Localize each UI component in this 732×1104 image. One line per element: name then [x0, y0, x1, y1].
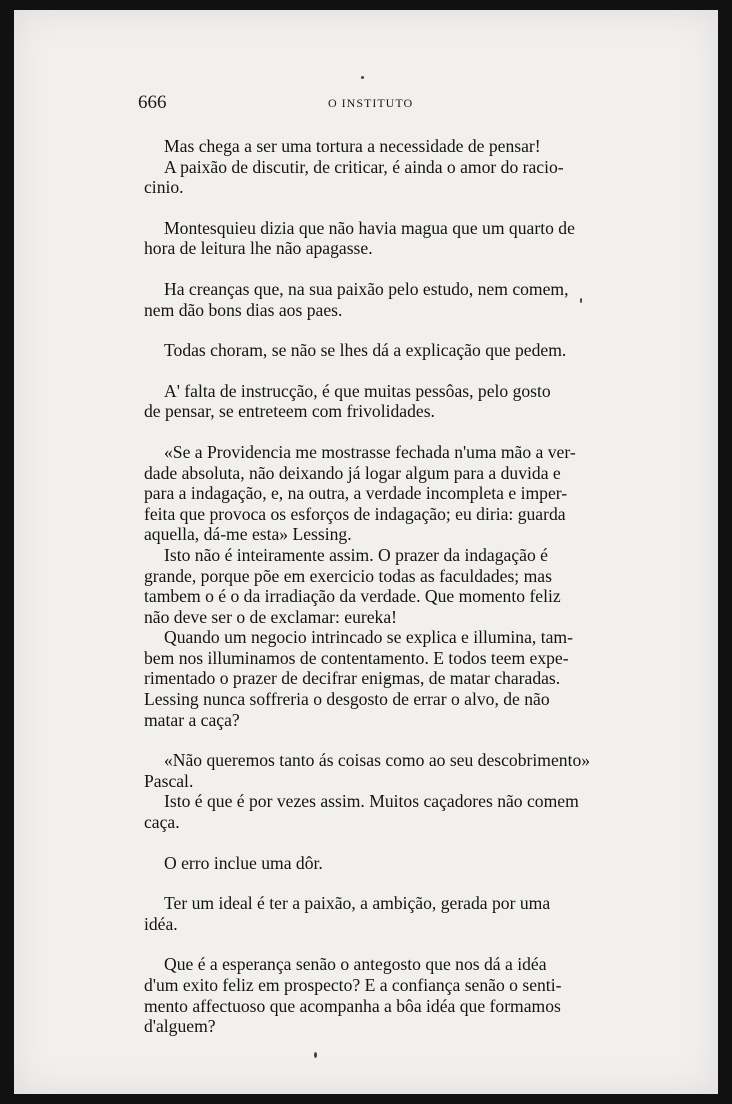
paragraph: Mas chega a ser uma tortura a necessidade de pensar! [164, 136, 541, 156]
paragraph: Todas choram, se não se lhes dá a explicação que pedem. [164, 340, 567, 361]
print-speck [361, 76, 364, 79]
paragraph: «Não queremos tanto ás coisas como ao seu descobrimento» Pascal. [144, 750, 591, 791]
paragraph: Ha creanças que, na sua paixão pelo estudo, nem comem, nem dão bons dias aos paes. [144, 278, 569, 320]
print-speck [314, 1052, 317, 1058]
paragraph: «Se a Providencia me mostrasse fechada n'uma mão a ver- dade absoluta, não deixando já logar algum para a duvida e para a indagação, e, na outra, a verdade incompleta e imper- feita que provoca os esforços de indagação; eu diria: guarda aquella, dá-me esta» Lessing. [144, 441, 576, 545]
page-header [138, 92, 618, 118]
paragraph: A' falta de instrucção, é que muitas pessôas, pelo gosto de pensar, se entreteem com frivolidades. [144, 380, 551, 422]
paragraph: O erro inclue uma dôr. [164, 852, 323, 873]
running-title: O INSTITUTO [328, 96, 414, 110]
paragraph: Ter um ideal é ter a paixão, a ambição, gerada por uma idéa. [144, 893, 551, 934]
body-text [144, 136, 622, 1037]
paragraph: Isto não é inteiramente assim. O prazer da indagação é grande, porque põe em exercicio todas as faculdades; mas tambem o é o da irradiação da verdade. Que momento feliz não deve ser o de exclamar: eureka! [144, 544, 561, 627]
book-page [14, 10, 718, 1094]
paragraph: Isto é que é por vezes assim. Muitos caçadores não comem caça. [144, 791, 579, 833]
paragraph: Quando um negocio intrincado se explica e illumina, tam- bem nos illuminamos de contentamento. E todos teem expe- rimentado o prazer de decifrar enigmas, de matar charadas. Lessing nunca soffreria o desgosto de errar o alvo, de não matar a caça? [144, 627, 573, 730]
paragraph: A paixão de discutir, de criticar, é ainda o amor do racio- cinio. [144, 156, 564, 198]
paragraph: Que é a esperança senão o antegosto que nos dá a idéa d'um exito feliz em prospecto? E a confiança senão o senti- mento affectuoso que acompanha a bôa idéa que formamos d'alguem? [144, 954, 562, 1037]
page-number: 666 [138, 92, 167, 113]
paragraph: Montesquieu dizia que não havia magua que um quarto de hora de leitura lhe não apagasse. [144, 217, 575, 259]
